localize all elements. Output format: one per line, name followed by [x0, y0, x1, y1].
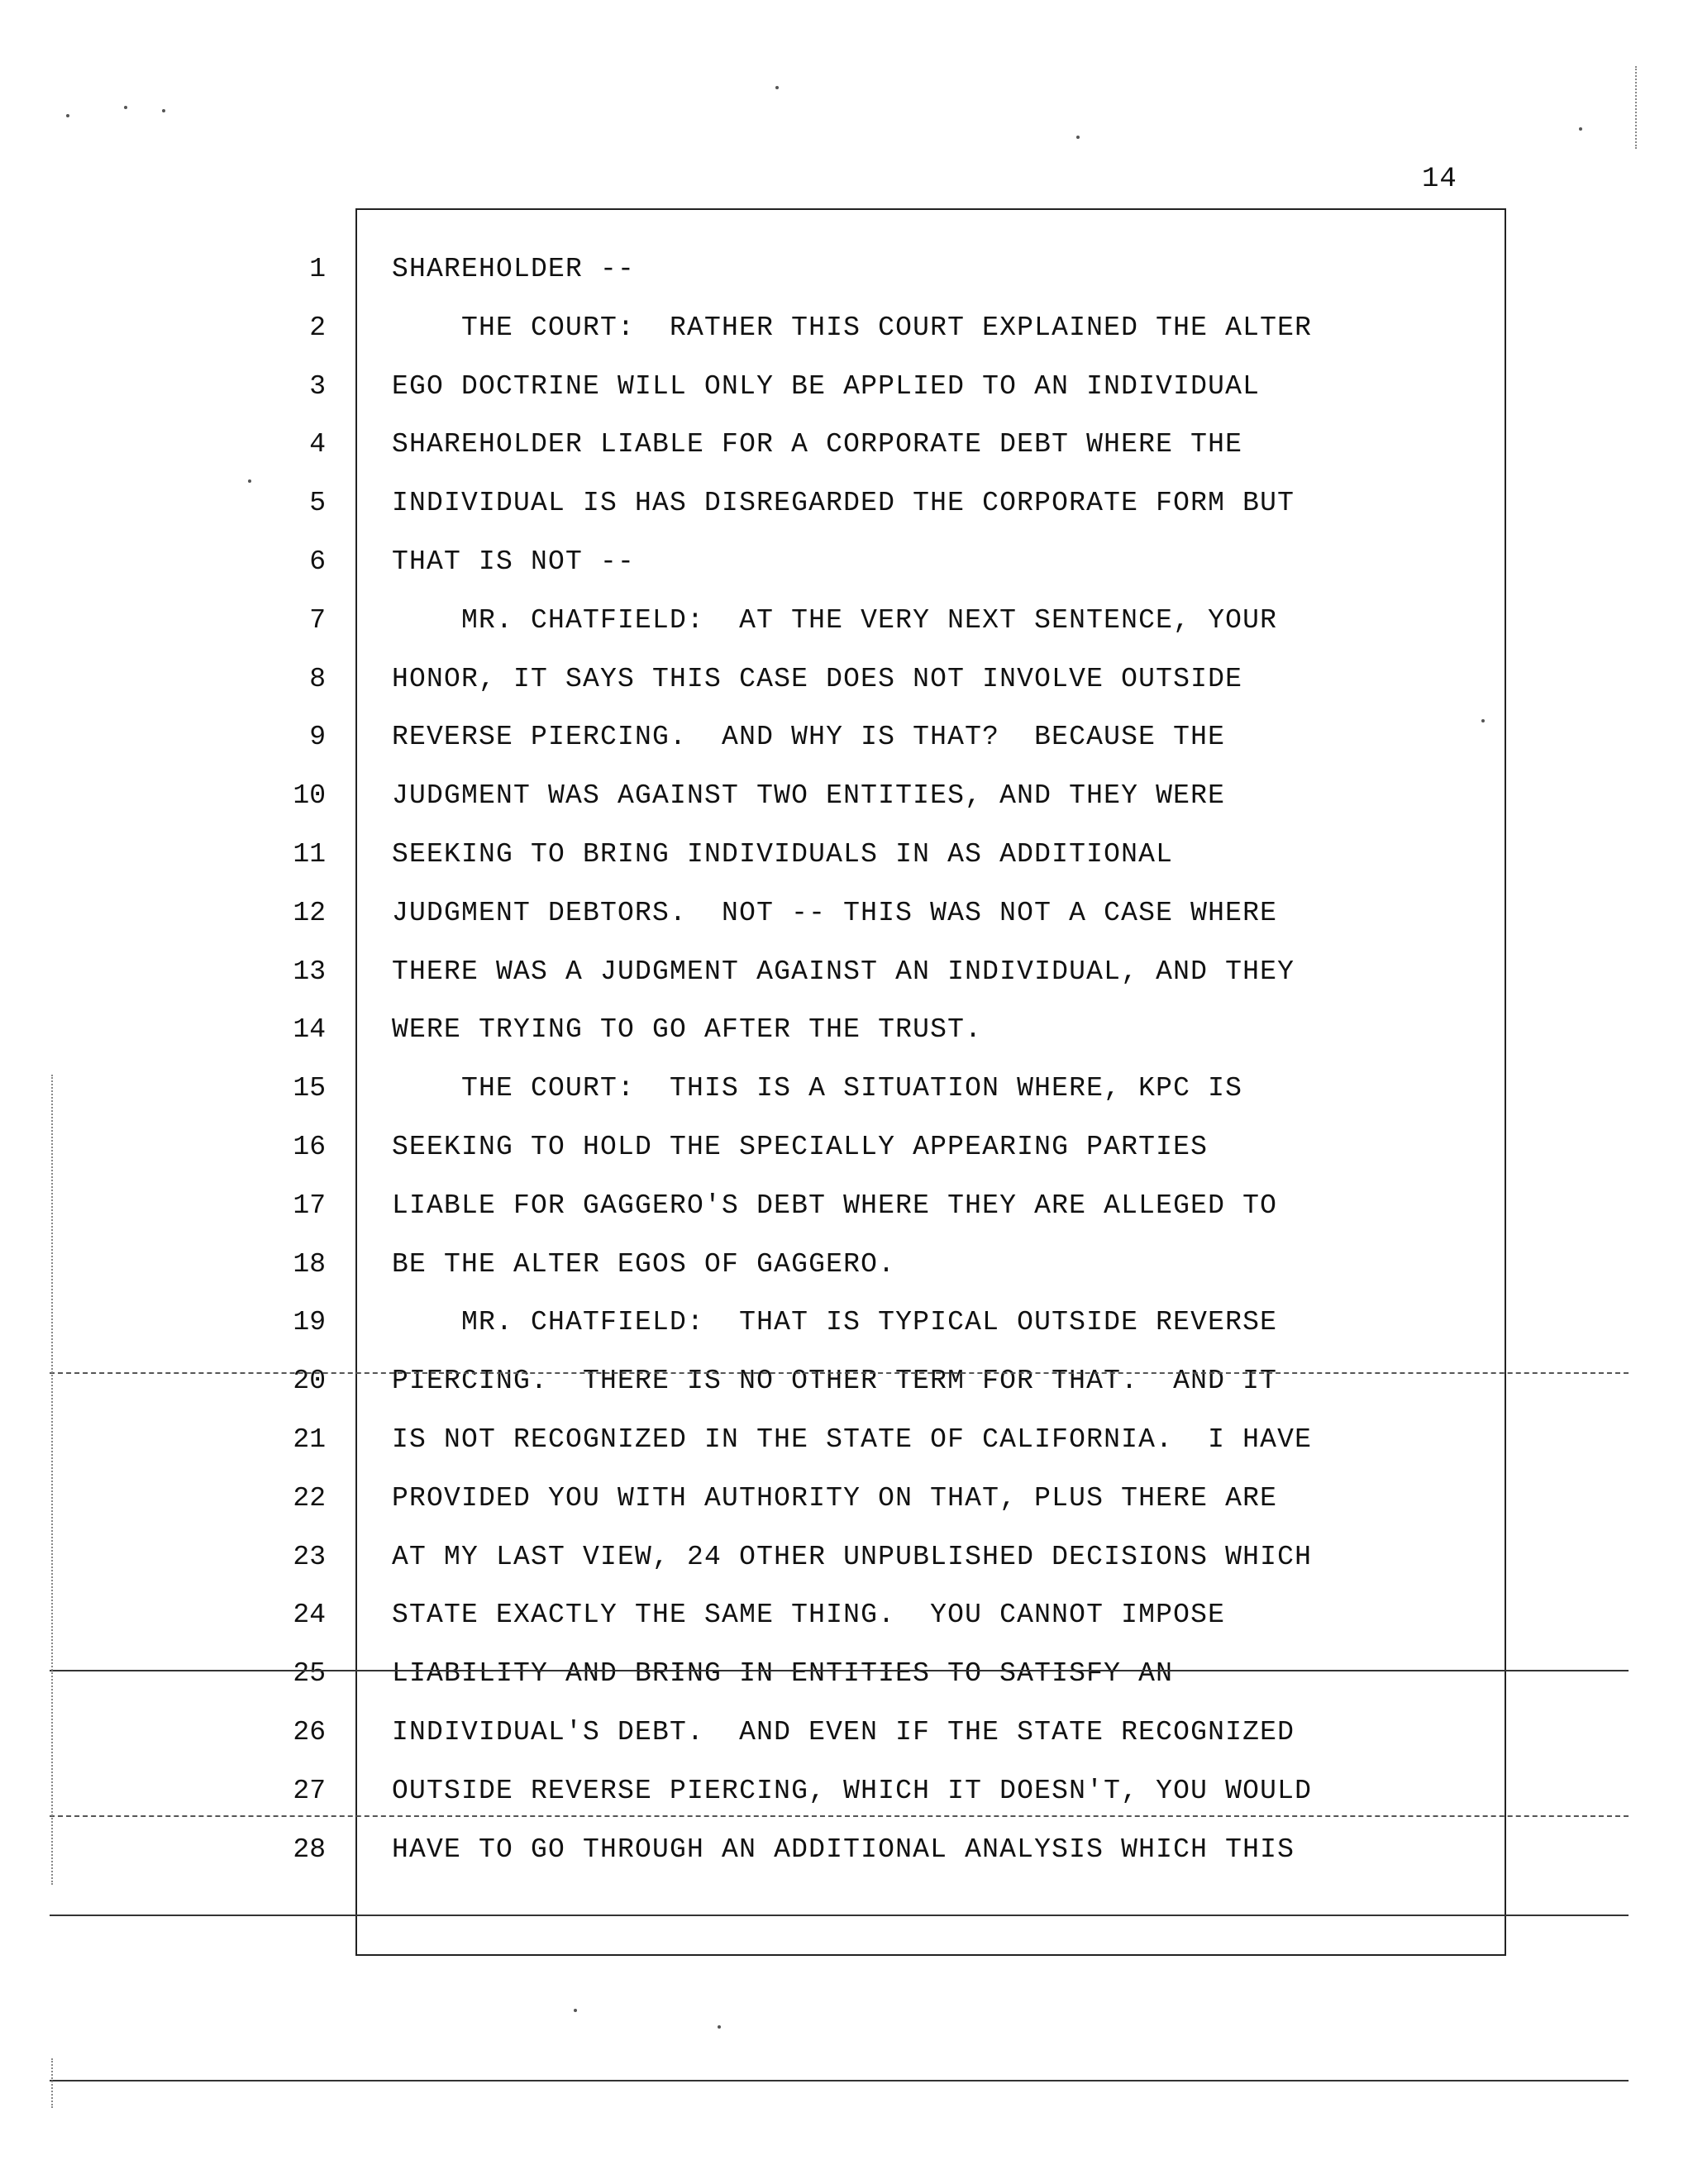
transcript-line-text: THERE WAS A JUDGMENT AGAINST AN INDIVIDUAL, AND THEY [392, 956, 1295, 987]
transcript-line-text: STATE EXACTLY THE SAME THING. YOU CANNOT IMPOSE [392, 1600, 1226, 1630]
transcript-line-text: WERE TRYING TO GO AFTER THE TRUST. [392, 1014, 983, 1045]
line-number: 8 [309, 664, 326, 694]
scan-speck [66, 114, 69, 117]
line-number: 12 [293, 898, 326, 928]
line-number: 27 [293, 1776, 326, 1806]
transcript-line-text: LIABILITY AND BRING IN ENTITIES TO SATISFY AN [392, 1658, 1174, 1689]
transcript-line-text: REVERSE PIERCING. AND WHY IS THAT? BECAUSE THE [392, 722, 1226, 752]
scan-speck [718, 2025, 721, 2029]
line-number: 26 [293, 1717, 326, 1748]
scan-speck [775, 86, 779, 89]
transcript-line-text: HAVE TO GO THROUGH AN ADDITIONAL ANALYSIS WHICH THIS [392, 1834, 1295, 1865]
line-number: 16 [293, 1132, 326, 1162]
line-number: 1 [309, 254, 326, 284]
transcript-line-text: SHAREHOLDER LIABLE FOR A CORPORATE DEBT WHERE THE [392, 429, 1243, 460]
scan-artifact-line [50, 1815, 1629, 1817]
scan-artifact-margin [51, 1075, 53, 1885]
scan-speck [1481, 719, 1485, 722]
scan-speck [574, 2009, 577, 2012]
transcript-line-text: BE THE ALTER EGOS OF GAGGERO. [392, 1249, 896, 1280]
transcript-line-text: HONOR, IT SAYS THIS CASE DOES NOT INVOLVE OUTSIDE [392, 664, 1243, 694]
transcript-line-text: THE COURT: RATHER THIS COURT EXPLAINED THE ALTER [392, 312, 1313, 343]
scan-artifact-line [50, 1670, 1629, 1671]
transcript-line-text: AT MY LAST VIEW, 24 OTHER UNPUBLISHED DECISIONS WHICH [392, 1542, 1313, 1572]
line-number: 15 [293, 1073, 326, 1104]
scan-artifact-margin [1635, 66, 1637, 149]
scan-artifact-margin [51, 2058, 53, 2108]
scan-speck [248, 479, 251, 483]
transcript-line-text: SEEKING TO BRING INDIVIDUALS IN AS ADDITIONAL [392, 839, 1174, 870]
line-number: 5 [309, 488, 326, 518]
scan-artifact-line [50, 1372, 1629, 1374]
line-number: 13 [293, 956, 326, 987]
line-number: 18 [293, 1249, 326, 1280]
line-number: 25 [293, 1658, 326, 1689]
transcript-line-text: THE COURT: THIS IS A SITUATION WHERE, KPC IS [392, 1073, 1243, 1104]
line-number: 10 [293, 780, 326, 811]
line-number: 24 [293, 1600, 326, 1630]
line-number: 3 [309, 371, 326, 402]
transcript-line-text: OUTSIDE REVERSE PIERCING, WHICH IT DOESN'T, YOU WOULD [392, 1776, 1313, 1806]
transcript-line-text: PIERCING. THERE IS NO OTHER TERM FOR THAT. AND IT [392, 1366, 1278, 1396]
transcript-line-text: JUDGMENT WAS AGAINST TWO ENTITIES, AND THEY WERE [392, 780, 1226, 811]
scan-speck [162, 109, 165, 112]
scan-artifact-line [50, 2080, 1629, 2081]
line-number: 4 [309, 429, 326, 460]
transcript-line-text: INDIVIDUAL'S DEBT. AND EVEN IF THE STATE RECOGNIZED [392, 1717, 1295, 1748]
page-number: 14 [1422, 164, 1457, 195]
line-number: 22 [293, 1483, 326, 1514]
transcript-line-text: PROVIDED YOU WITH AUTHORITY ON THAT, PLUS THERE ARE [392, 1483, 1278, 1514]
line-number: 7 [309, 605, 326, 636]
transcript-line-text: IS NOT RECOGNIZED IN THE STATE OF CALIFORNIA. I HAVE [392, 1424, 1313, 1455]
scan-artifact-line [50, 1915, 1629, 1916]
line-number: 17 [293, 1190, 326, 1221]
line-number: 20 [293, 1366, 326, 1396]
transcript-line-text: SEEKING TO HOLD THE SPECIALLY APPEARING PARTIES [392, 1132, 1209, 1162]
transcript-line-text: THAT IS NOT -- [392, 546, 636, 577]
transcript-line-text: JUDGMENT DEBTORS. NOT -- THIS WAS NOT A CASE WHERE [392, 898, 1278, 928]
line-number: 11 [293, 839, 326, 870]
line-number: 2 [309, 312, 326, 343]
transcript-line-text: MR. CHATFIELD: THAT IS TYPICAL OUTSIDE REVERSE [392, 1307, 1278, 1338]
line-number: 28 [293, 1834, 326, 1865]
transcript-line-text: INDIVIDUAL IS HAS DISREGARDED THE CORPORATE FORM BUT [392, 488, 1295, 518]
line-number: 9 [309, 722, 326, 752]
line-number: 21 [293, 1424, 326, 1455]
scan-speck [1579, 127, 1582, 131]
line-number: 23 [293, 1542, 326, 1572]
transcript-line-text: LIABLE FOR GAGGERO'S DEBT WHERE THEY ARE ALLEGED TO [392, 1190, 1278, 1221]
transcript-line-text: SHAREHOLDER -- [392, 254, 636, 284]
scan-speck [124, 106, 127, 109]
line-number: 6 [309, 546, 326, 577]
line-number: 19 [293, 1307, 326, 1338]
line-number: 14 [293, 1014, 326, 1045]
transcript-line-text: EGO DOCTRINE WILL ONLY BE APPLIED TO AN INDIVIDUAL [392, 371, 1261, 402]
transcript-line-text: MR. CHATFIELD: AT THE VERY NEXT SENTENCE, YOUR [392, 605, 1278, 636]
scan-speck [1076, 136, 1080, 139]
